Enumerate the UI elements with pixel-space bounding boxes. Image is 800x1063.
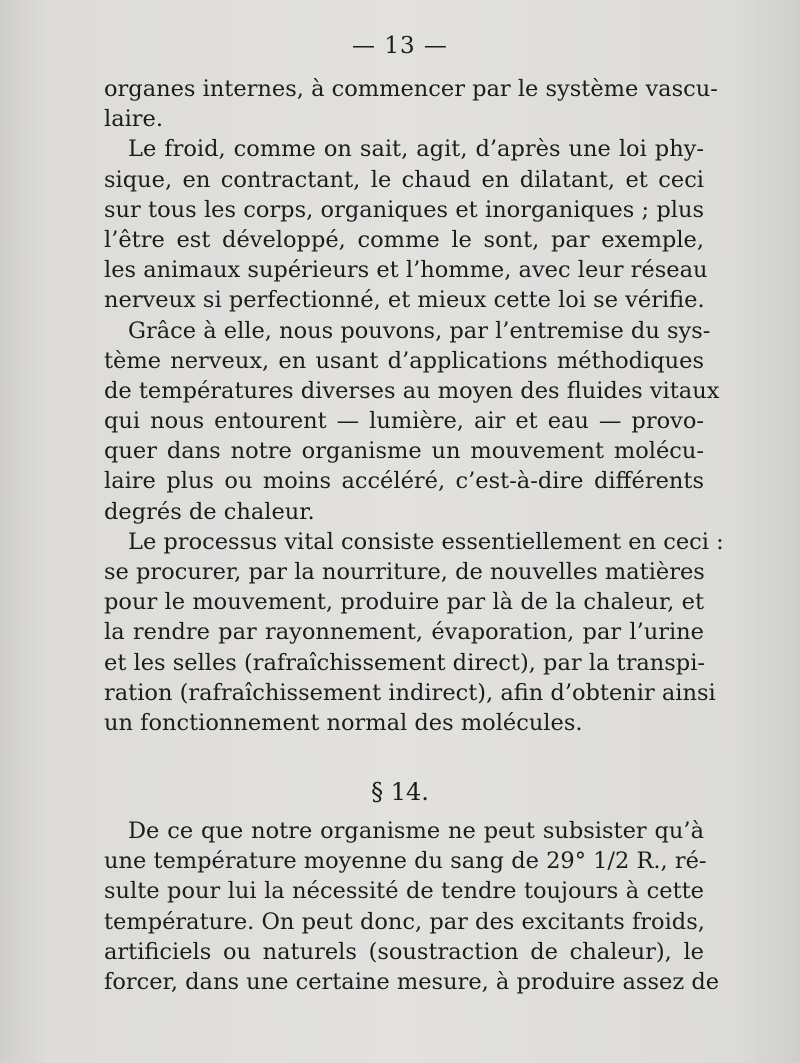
text-line: degrés de chaleur.	[104, 498, 315, 525]
text-line: laire plus ou moins accéléré, c’est-à-dire différents	[104, 468, 704, 495]
text-line: quer dans notre organisme un mouvement molécu-	[104, 438, 704, 465]
text-line: sique, en contractant, le chaud en dilatant, et ceci	[104, 166, 704, 193]
text-line: qui nous entourent — lumière, air et eau — provo-	[104, 408, 704, 435]
body-text-block-1	[104, 74, 724, 738]
text-line: pour le mouvement, produire par là de la chaleur, et	[104, 589, 704, 616]
text-line: forcer, dans une certaine mesure, à produire assez de	[104, 968, 720, 995]
text-line: Le processus vital consiste essentiellement en ceci :	[128, 528, 724, 555]
text-line: artificiels ou naturels (soustraction de chaleur), le	[104, 938, 704, 965]
text-line: un fonctionnement normal des molécules.	[104, 709, 583, 736]
text-line: nerveux si perfectionné, et mieux cette loi se vérifie.	[104, 287, 705, 314]
page-number: — 13 —	[352, 33, 448, 59]
text-line: l’être est développé, comme le sont, par exemple,	[104, 226, 704, 253]
section-title: § 14.	[371, 778, 429, 806]
text-line: sulte pour lui la nécessité de tendre toujours à cette	[104, 878, 704, 905]
text-line: la rendre par rayonnement, évaporation, par l’urine	[104, 619, 704, 646]
text-line: de températures diverses au moyen des fluides vitaux	[104, 377, 720, 404]
text-line: Grâce à elle, nous pouvons, par l’entremise du sys-	[128, 317, 711, 344]
text-line: organes internes, à commencer par le système vascu-	[104, 76, 718, 102]
text-line: se procurer, par la nourriture, de nouvelles matières	[104, 559, 705, 585]
text-line: laire.	[104, 106, 164, 133]
body-text-block-2	[104, 816, 720, 997]
text-line: et les selles (rafraîchissement direct), par la transpi-	[104, 649, 705, 676]
text-line: les animaux supérieurs et l’homme, avec leur réseau	[104, 257, 708, 284]
text-line: tème nerveux, en usant d’applications méthodiques	[104, 347, 704, 374]
text-line: Le froid, comme on sait, agit, d’après une loi phy-	[128, 136, 704, 163]
text-line: sur tous les corps, organiques et inorganiques ; plus	[104, 196, 704, 223]
text-line: De ce que notre organisme ne peut subsister qu’à	[128, 818, 704, 844]
text-line: température. On peut donc, par des excitants froids,	[104, 908, 705, 935]
text-line: ration (rafraîchissement indirect), afin d’obtenir ainsi	[104, 679, 716, 706]
text-line: une température moyenne du sang de 29° 1/2 R., ré-	[104, 848, 707, 875]
